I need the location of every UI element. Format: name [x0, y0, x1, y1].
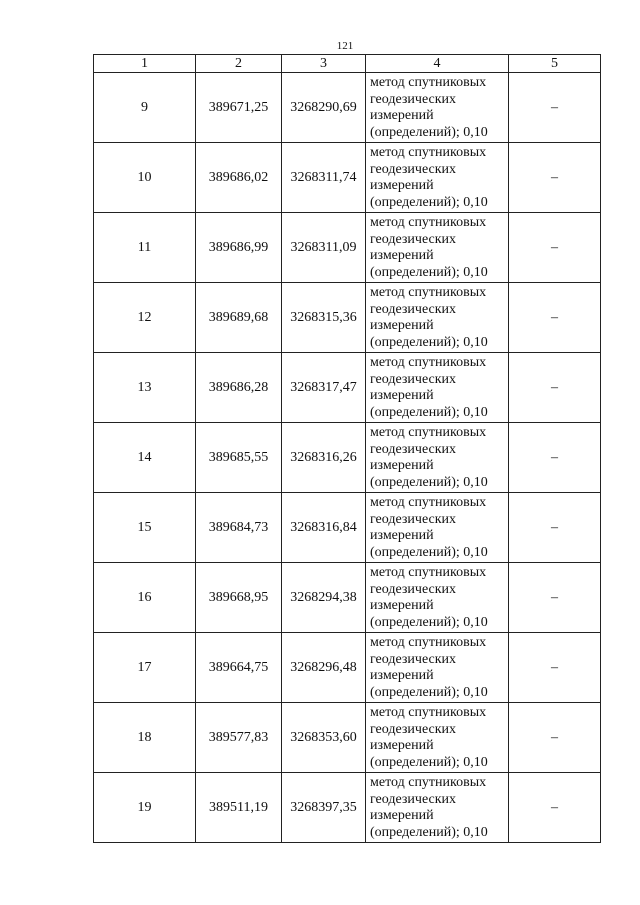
method-text-line: геодезических — [370, 161, 457, 177]
column-header-1: 1 — [94, 55, 196, 73]
method-text-line: (определений); 0,10 — [370, 614, 488, 630]
method-text-line: метод спутниковых — [370, 145, 487, 160]
x-coordinate-cell: 389664,75 — [196, 633, 282, 703]
table-row — [94, 633, 601, 703]
method-text-line: метод спутниковых — [370, 565, 487, 580]
x-coordinate-cell: 389671,25 — [196, 73, 282, 143]
method-cell — [366, 143, 509, 213]
x-coordinate-cell: 389577,83 — [196, 703, 282, 773]
method-text-line: (определений); 0,10 — [370, 754, 488, 770]
method-text-line: (определений); 0,10 — [370, 544, 488, 560]
table-body — [94, 73, 601, 843]
method-text-line: (определений); 0,10 — [370, 264, 488, 280]
x-coordinate-cell: 389668,95 — [196, 563, 282, 633]
column-header-2: 2 — [196, 55, 282, 73]
note-cell: – — [509, 563, 601, 633]
method-text-line: метод спутниковых — [370, 285, 487, 300]
column-header-3: 3 — [282, 55, 366, 73]
method-text-line: геодезических — [370, 511, 457, 527]
x-coordinate-cell: 389689,68 — [196, 283, 282, 353]
method-text-line: метод спутниковых — [370, 635, 487, 650]
table-row — [94, 353, 601, 423]
method-cell — [366, 423, 509, 493]
point-number-cell: 11 — [94, 213, 196, 283]
method-text-line: измерений — [370, 738, 434, 753]
y-coordinate-cell: 3268290,69 — [282, 73, 366, 143]
point-number-cell: 18 — [94, 703, 196, 773]
method-text-line: измерений — [370, 318, 434, 333]
column-header-4: 4 — [366, 55, 509, 73]
y-coordinate-cell: 3268353,60 — [282, 703, 366, 773]
x-coordinate-cell: 389511,19 — [196, 773, 282, 843]
method-text-line: измерений — [370, 108, 434, 123]
x-coordinate-cell: 389684,73 — [196, 493, 282, 563]
table-row — [94, 703, 601, 773]
y-coordinate-cell: 3268296,48 — [282, 633, 366, 703]
method-cell — [366, 353, 509, 423]
page-number: 121 — [336, 40, 354, 52]
table-row — [94, 773, 601, 843]
table-row — [94, 143, 601, 213]
method-text-line: геодезических — [370, 791, 457, 807]
y-coordinate-cell: 3268316,84 — [282, 493, 366, 563]
method-text-line: измерений — [370, 598, 434, 613]
method-cell — [366, 773, 509, 843]
note-cell: – — [509, 353, 601, 423]
method-text-line: геодезических — [370, 651, 457, 667]
method-cell — [366, 493, 509, 563]
method-text-line: (определений); 0,10 — [370, 684, 488, 700]
method-text-line: метод спутниковых — [370, 355, 487, 370]
y-coordinate-cell: 3268397,35 — [282, 773, 366, 843]
method-text-line: (определений); 0,10 — [370, 334, 488, 350]
note-cell: – — [509, 423, 601, 493]
y-coordinate-cell: 3268294,38 — [282, 563, 366, 633]
point-number-cell: 15 — [94, 493, 196, 563]
coordinates-table — [93, 54, 601, 843]
point-number-cell: 17 — [94, 633, 196, 703]
method-text-line: измерений — [370, 388, 434, 403]
y-coordinate-cell: 3268311,74 — [282, 143, 366, 213]
y-coordinate-cell: 3268317,47 — [282, 353, 366, 423]
method-text-line: геодезических — [370, 301, 457, 317]
point-number-cell: 19 — [94, 773, 196, 843]
note-cell: – — [509, 283, 601, 353]
method-text-line: (определений); 0,10 — [370, 194, 488, 210]
method-text-line: геодезических — [370, 721, 457, 737]
method-text-line: (определений); 0,10 — [370, 824, 488, 840]
note-cell: – — [509, 143, 601, 213]
table-row — [94, 423, 601, 493]
note-cell: – — [509, 493, 601, 563]
table-row — [94, 283, 601, 353]
method-text-line: геодезических — [370, 441, 457, 457]
method-text-line: метод спутниковых — [370, 215, 487, 230]
method-text-line: измерений — [370, 248, 434, 263]
note-cell: – — [509, 213, 601, 283]
point-number-cell: 16 — [94, 563, 196, 633]
method-text-line: метод спутниковых — [370, 775, 487, 790]
table-row — [94, 563, 601, 633]
y-coordinate-cell: 3268311,09 — [282, 213, 366, 283]
table-row — [94, 213, 601, 283]
method-text-line: метод спутниковых — [370, 425, 487, 440]
method-text-line: (определений); 0,10 — [370, 124, 488, 140]
method-text-line: измерений — [370, 808, 434, 823]
table-row — [94, 493, 601, 563]
method-text-line: метод спутниковых — [370, 495, 487, 510]
point-number-cell: 10 — [94, 143, 196, 213]
table-header-row — [94, 55, 601, 73]
point-number-cell: 9 — [94, 73, 196, 143]
method-text-line: измерений — [370, 178, 434, 193]
method-text-line: измерений — [370, 528, 434, 543]
method-cell — [366, 703, 509, 773]
point-number-cell: 12 — [94, 283, 196, 353]
column-header-5: 5 — [509, 55, 601, 73]
point-number-cell: 13 — [94, 353, 196, 423]
point-number-cell: 14 — [94, 423, 196, 493]
x-coordinate-cell: 389686,99 — [196, 213, 282, 283]
note-cell: – — [509, 703, 601, 773]
note-cell: – — [509, 633, 601, 703]
method-text-line: метод спутниковых — [370, 75, 487, 90]
method-cell — [366, 563, 509, 633]
x-coordinate-cell: 389686,02 — [196, 143, 282, 213]
method-cell — [366, 283, 509, 353]
method-text-line: (определений); 0,10 — [370, 404, 488, 420]
note-cell: – — [509, 73, 601, 143]
y-coordinate-cell: 3268315,36 — [282, 283, 366, 353]
method-text-line: измерений — [370, 458, 434, 473]
method-text-line: геодезических — [370, 581, 457, 597]
method-text-line: метод спутниковых — [370, 705, 487, 720]
table-row — [94, 73, 601, 143]
method-text-line: геодезических — [370, 91, 457, 107]
y-coordinate-cell: 3268316,26 — [282, 423, 366, 493]
method-cell — [366, 213, 509, 283]
method-cell — [366, 633, 509, 703]
method-text-line: геодезических — [370, 371, 457, 387]
note-cell: – — [509, 773, 601, 843]
x-coordinate-cell: 389685,55 — [196, 423, 282, 493]
method-text-line: геодезических — [370, 231, 457, 247]
method-text-line: (определений); 0,10 — [370, 474, 488, 490]
method-cell — [366, 73, 509, 143]
x-coordinate-cell: 389686,28 — [196, 353, 282, 423]
method-text-line: измерений — [370, 668, 434, 683]
